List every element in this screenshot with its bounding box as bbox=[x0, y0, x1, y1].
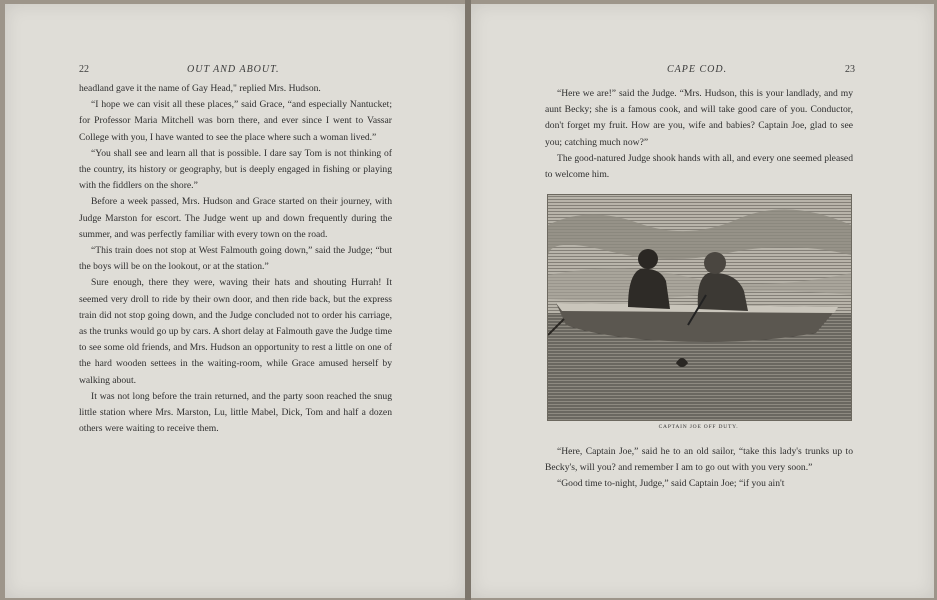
left-paragraph: Before a week passed, Mrs. Hudson and Grace started on their journey, with Judge Marston for escort. The Judge went up and down frequently during the summer, and was perfectly familiar with every town on the road. bbox=[79, 196, 392, 240]
right-paragraph: “Here we are!” said the Judge. “Mrs. Hudson, this is your landlady, and my aunt Becky; she is a famous cook, and will take good care of you. Conductor, don't forget my fruit. How are you, wife and babies? Captain Joe, glad to see you; catching much now?” bbox=[545, 88, 853, 148]
captain-head bbox=[704, 252, 726, 274]
figure-head bbox=[638, 249, 658, 269]
engraving-illustration bbox=[547, 194, 852, 421]
right-page-number: 23 bbox=[845, 64, 855, 75]
left-page-number: 22 bbox=[79, 64, 89, 75]
left-paragraph: It was not long before the train returned, and the party soon reached the snug little station where Mrs. Marston, Lu, little Mabel, Dick, Tom and half a dozen others were waiting to receive them. bbox=[79, 390, 392, 435]
right-paragraph: “Good time to-night, Judge,” said Captain Joe; “if you ain't bbox=[557, 478, 785, 490]
left-paragraph: headland gave it the name of Gay Head," replied Mrs. Hudson. bbox=[79, 83, 321, 94]
left-paragraph: “You shall see and learn all that is possible. I dare say Tom is not thinking of the country, its history or geography, but is deeply engaged in fishing or playing with the fiddlers on the shore.” bbox=[79, 147, 392, 192]
right-running-title: CAPE COD. bbox=[667, 64, 728, 75]
right-paragraph: “Here, Captain Joe,” said he to an old sailor, “take this lady's trunks up to Becky's, will you? and remember I am to go out with you very soon.” bbox=[545, 446, 853, 474]
left-paragraph: “This train does not stop at West Falmouth going down,” said the Judge; “but the boys will be on the lookout, or at the station.” bbox=[79, 245, 392, 273]
left-page-body bbox=[79, 81, 392, 437]
left-page bbox=[5, 4, 465, 598]
boat-engraving bbox=[548, 195, 851, 420]
right-page bbox=[471, 4, 934, 598]
illustration-caption: CAPTAIN JOE OFF DUTY. bbox=[658, 424, 739, 430]
right-page-body-top bbox=[545, 86, 853, 183]
right-page-body-bottom bbox=[545, 444, 853, 493]
left-paragraph: Sure enough, there they were, waving their hats and shouting Hurrah! It seemed very droll to ride by their own door, and then ride back, but the express train did not stop going down, and the Judge concluded not to order his carriage, as the trunks would go up by cars. A short delay at Falmouth gave the Judge time to see some old friends, and Mrs. Hudson an opportunity to rest a little on one of the hard wooden settees in the waiting-room, while Grace amused herself by walking about. bbox=[79, 277, 392, 386]
left-running-title: OUT AND ABOUT. bbox=[187, 64, 280, 75]
right-paragraph: The good-natured Judge shook hands with all, and every one seemed pleased to welcome him. bbox=[545, 152, 853, 181]
left-paragraph: “I hope we can visit all these places,” said Grace, “and especially Nantucket; for Professor Maria Mitchell was born there, and ever since I went to Vassar College with you, I have wanted to see the place where such a woman lived.” bbox=[79, 99, 392, 143]
